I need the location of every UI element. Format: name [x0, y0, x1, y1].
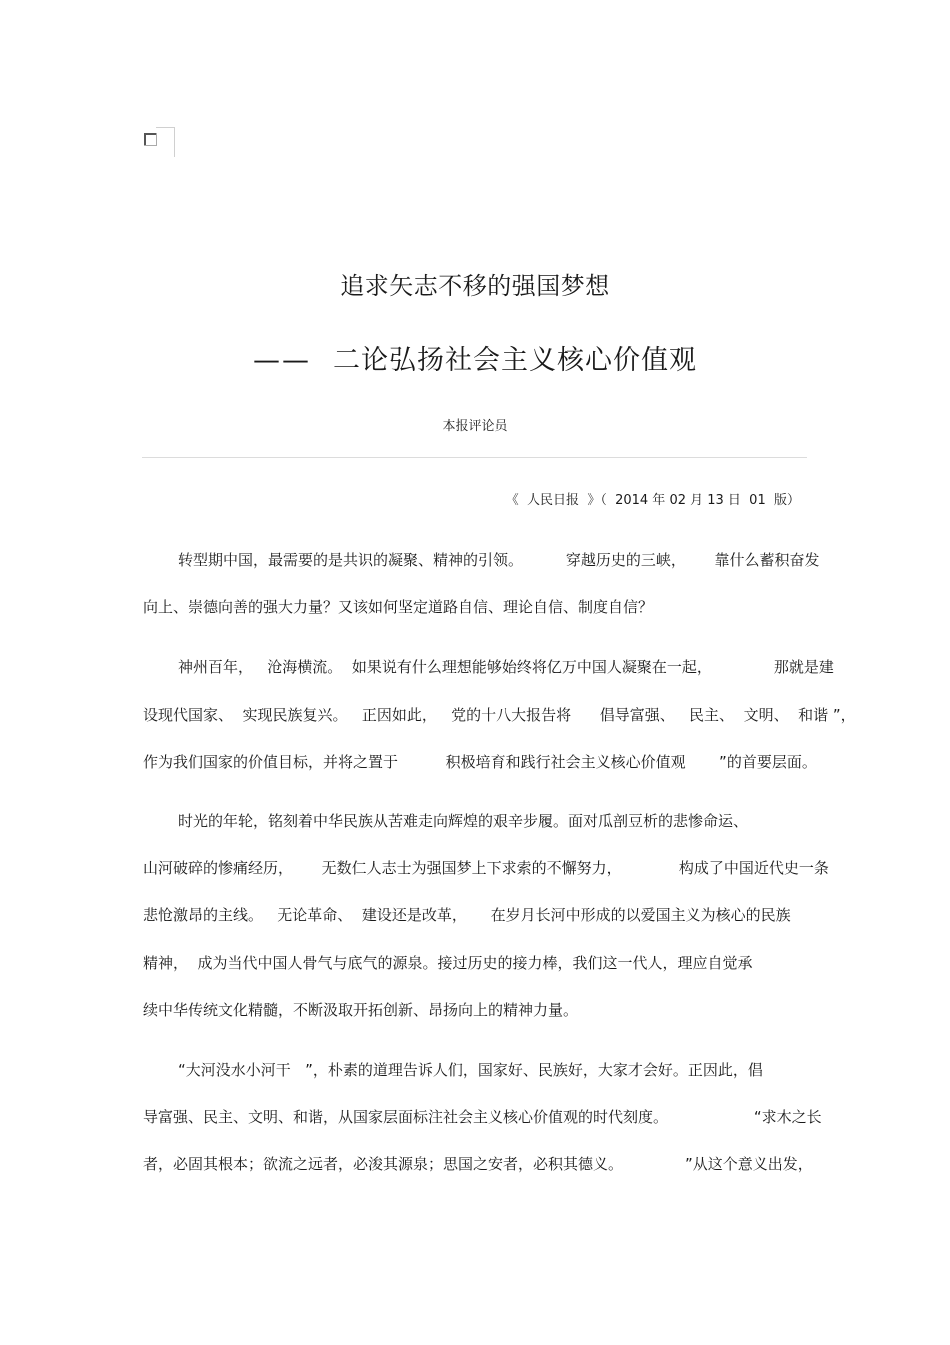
paragraph-3-line-1: 时光的年轮，铭刻着中华民族从苦难走向辉煌的艰辛步履。面对瓜剖豆析的悲惨命运、 [178, 812, 749, 830]
article-subtitle [0, 343, 950, 379]
subtitle-text: 二论弘扬社会主义核心价值观 [333, 345, 697, 376]
paragraph-3-line-4: 精神， 成为当代中国人骨气与底气的源泉。接过历史的接力棒，我们这一代人，理应自觉承 [143, 954, 753, 972]
paragraph-2-line-1: 神州百年， 沧海横流。 如果说有什么理想能够始终将亿万中国人凝聚在一起， 那就是建 [178, 658, 834, 676]
article-title: 追求矢志不移的强国梦想 [340, 272, 610, 300]
page-corner-rule-top [156, 127, 175, 128]
subtitle-dash: —— [253, 345, 311, 376]
page-corner-rule-side [174, 127, 175, 157]
paragraph-2-line-2: 设现代国家、 实现民族复兴。 正因如此， 党的十八大报告将 倡导富强、 民主、 文明、 和谐 ”， [143, 706, 856, 724]
paragraph-4-line-2: 导富强、民主、文明、和谐，从国家层面标注社会主义核心价值观的时代刻度。 “求木之长 [143, 1108, 822, 1126]
paragraph-3-line-2: 山河破碎的惨痛经历， 无数仁人志士为强国梦上下求索的不懈努力， 构成了中国近代史一条 [143, 859, 829, 877]
paragraph-4-line-3: 者，必固其根本；欲流之远者，必浚其源泉；思国之安者，必积其德义。 ”从这个意义出发， [143, 1155, 813, 1173]
page-corner-mark-icon [144, 133, 156, 145]
header-divider [142, 457, 807, 458]
article-source: 《 人民日报 》（ 2014 年 02 月 13 日 01 版） [505, 493, 800, 508]
paragraph-3-line-3: 悲怆激昂的主线。 无论革命、 建设还是改革， 在岁月长河中形成的以爱国主义为核心的民族 [143, 906, 791, 924]
paragraph-2-line-3: 作为我们国家的价值目标，并将之置于 积极培育和践行社会主义核心价值观 ”的首要层面。 [143, 753, 817, 771]
article-author: 本报评论员 [442, 419, 508, 434]
paragraph-4-line-1: “大河没水小河干 ”，朴素的道理告诉人们，国家好、民族好，大家才会好。正因此，倡 [178, 1061, 763, 1079]
paragraph-3-line-5: 续中华传统文化精髓，不断汲取开拓创新、昂扬向上的精神力量。 [143, 1001, 579, 1019]
paragraph-1-line-2: 向上、崇德向善的强大力量？又该如何坚定道路自信、理论自信、制度自信？ [143, 598, 654, 616]
paragraph-1-line-1: 转型期中国，最需要的是共识的凝聚、精神的引领。 穿越历史的三峡， 靠什么蓄积奋发 [178, 551, 820, 569]
